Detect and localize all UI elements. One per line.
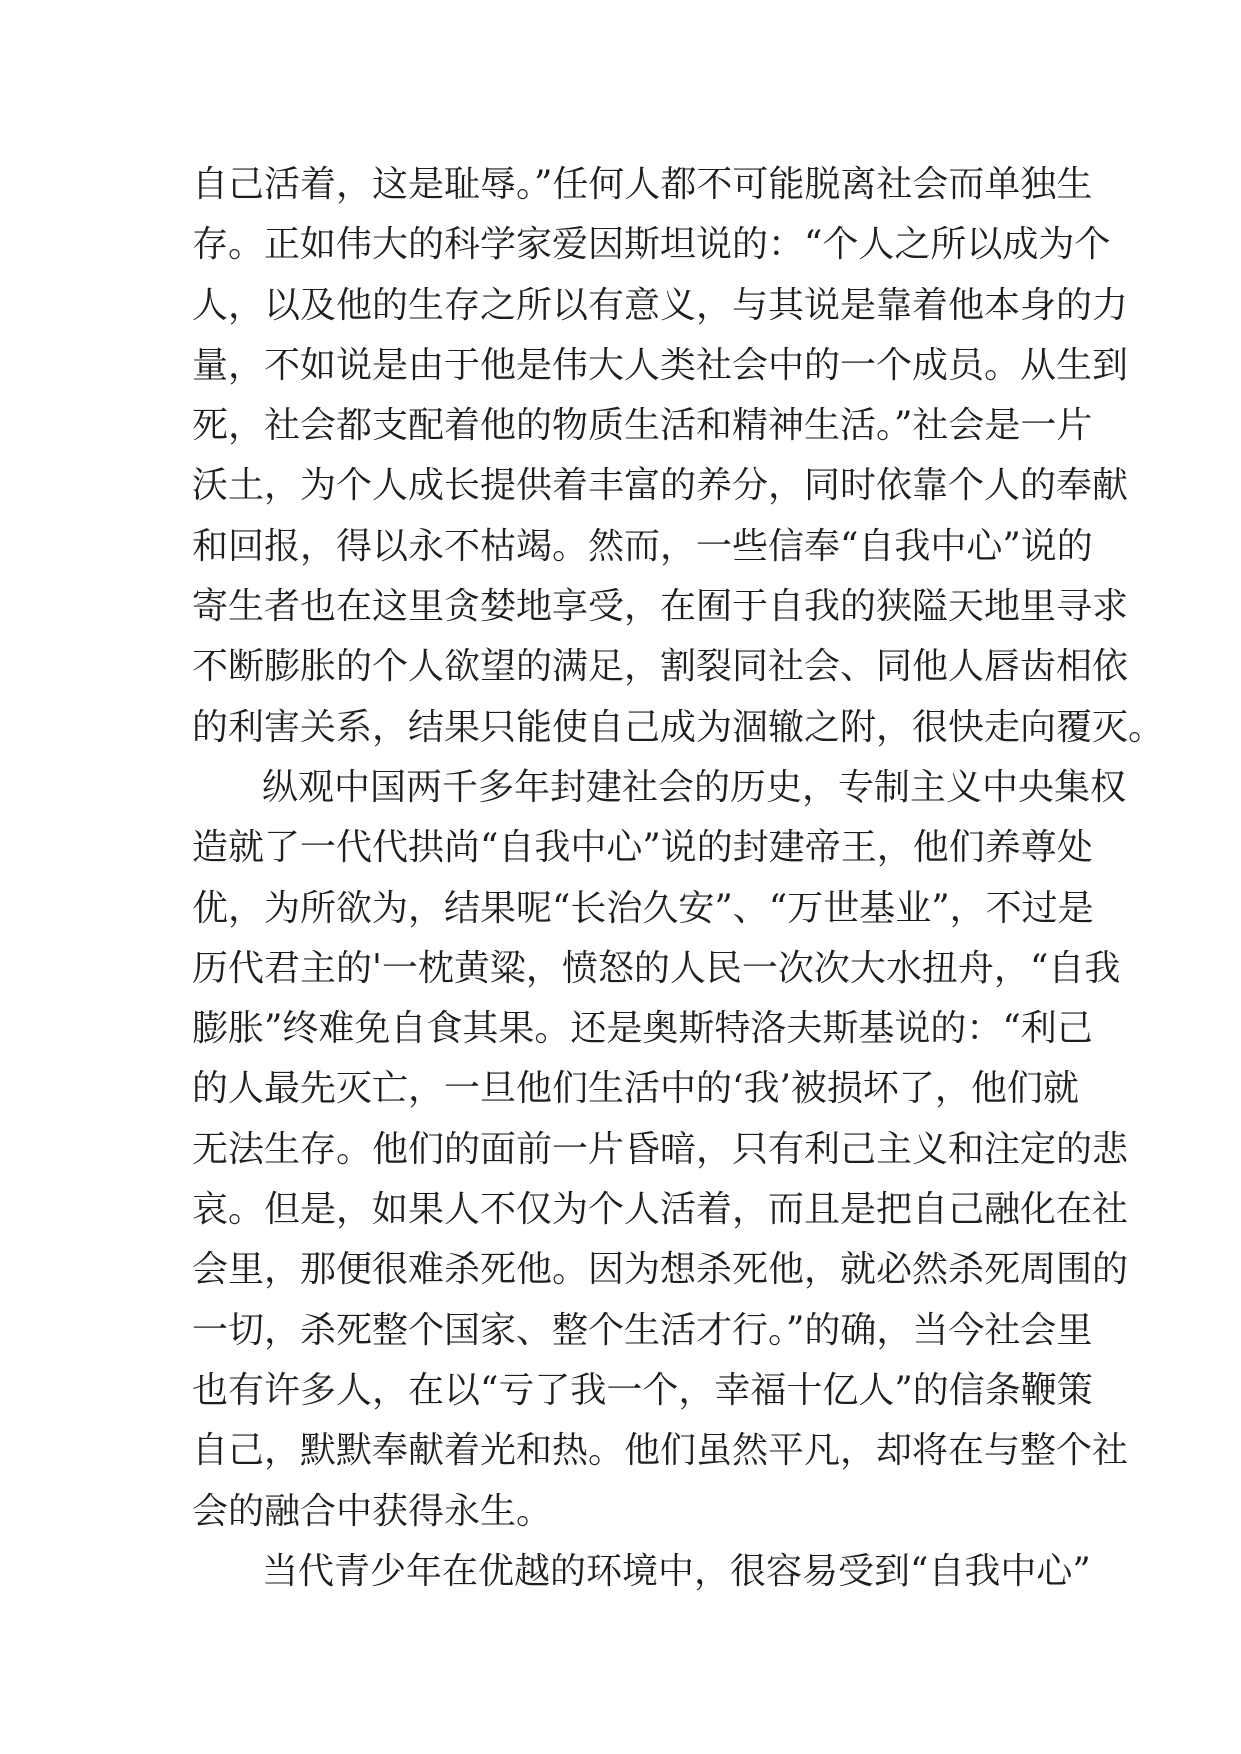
text-line: 无法生存。他们的面前一片昏暗，只有利己主义和注定的悲: [192, 1128, 1129, 1170]
text-line: 一切，杀死整个国家、整个生活才行。”的确，当今社会里: [192, 1309, 1093, 1351]
text-line: 寄生者也在这里贪婪地享受，在囿于自我的狭隘天地里寻求: [192, 586, 1129, 628]
text-line: 的人最先灭亡，一旦他们生活中的‘我’被损坏了，他们就: [192, 1068, 1079, 1110]
text-line: 会的融合中获得永生。: [192, 1490, 553, 1532]
text-line: 的利害关系，结果只能使自己成为涸辙之附，很快走向覆灭。: [192, 706, 1165, 748]
text-line: 存。正如伟大的科学家爱因斯坦说的：“个人之所以成为个: [192, 224, 1111, 266]
text-line: 也有许多人，在以“亏了我一个，幸福十亿人”的信条鞭策: [192, 1369, 1093, 1411]
text-line: 人，以及他的生存之所以有意义，与其说是靠着他本身的力: [192, 284, 1129, 326]
text-line: 死，社会都支配着他的物质生活和精神生活。”社会是一片: [192, 405, 1093, 447]
text-line: 会里，那便很难杀死他。因为想杀死他，就必然杀死周围的: [192, 1249, 1129, 1291]
text-line: 不断膨胀的个人欲望的满足，割裂同社会、同他人唇齿相依: [192, 646, 1129, 688]
text-line: 历代君主的'一枕黄粱，愤怒的人民一次次大水扭舟，“自我: [192, 947, 1121, 989]
text-line: 哀。但是，如果人不仅为个人活着，而且是把自己融化在社: [192, 1189, 1129, 1231]
text-line: 沃土，为个人成长提供着丰富的养分，同时依靠个人的奉献: [192, 465, 1129, 507]
text-line: 量，不如说是由于他是伟大人类社会中的一个成员。从生到: [192, 344, 1129, 386]
text-line: 和回报，得以永不枯竭。然而，一些信奉“自我中心”说的: [192, 525, 1093, 567]
text-line: 自己活着，这是耻辱。”任何人都不可能脱离社会而单独生: [192, 164, 1093, 205]
text-line: 纵观中国两千多年封建社会的历史，专制主义中央集权: [262, 766, 1127, 808]
text-line: 造就了一代代拱尚“自我中心”说的封建帝王，他们养尊处: [192, 827, 1093, 869]
text-line: 当代青少年在优越的环境中，很容易受到“自我中心”: [262, 1550, 1091, 1592]
text-line: 优，为所欲为，结果呢“长治久安”、“万世基业”，不过是: [192, 887, 1094, 929]
text-line: 自己，默默奉献着光和热。他们虽然平凡，却将在与整个社: [192, 1430, 1129, 1472]
body-text: [192, 155, 1165, 1602]
text-line: 膨胀”终难免自食其果。还是奥斯特洛夫斯基说的：“利己: [192, 1008, 1093, 1050]
